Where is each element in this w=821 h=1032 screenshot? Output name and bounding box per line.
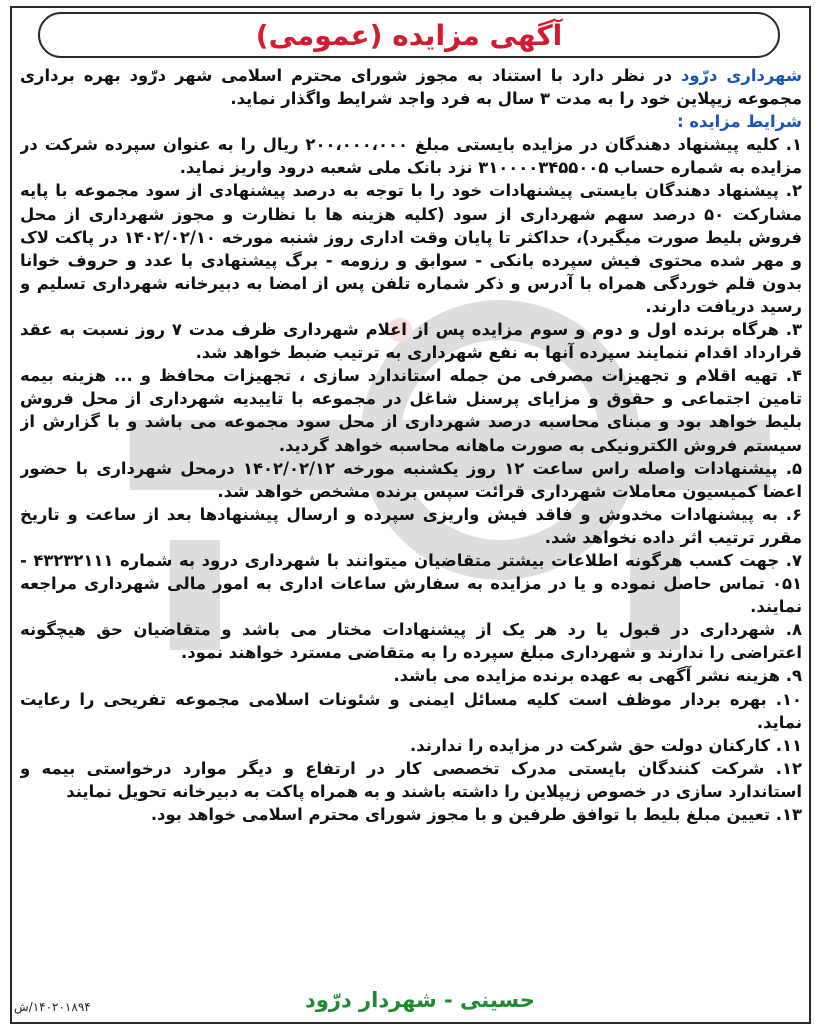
condition-item: ۱۱. کارکنان دولت حق شرکت در مزایده را ندارند. [410, 735, 802, 755]
condition-item: ۸. شهرداری در قبول یا رد هر یک از پیشنهادات مختار می باشد و متقاضیان حق هیچگونه اعتراضی را ندارند و شهرداری مبلغ سپرده را به متقاضی مسترد خواهند نمود. [20, 620, 802, 663]
condition-item: ۵. پیشنهادات واصله راس ساعت ۱۲ روز یکشنبه مورخه ۱۴۰۲/۰۲/۱۲ درمحل شهرداری با حضور اعضا کمیسیون معاملات شهرداری قرائت سپس برنده مشخص خواهد شد. [20, 458, 802, 501]
reference-number: ۱۴۰۲۰۱۸۹۴/ش [14, 1000, 91, 1014]
condition-item: ۲. پیشنهاد دهندگان بایستی پیشنهادات خود را با توجه به درصد پیشنهادی از سود مجموعه با پایه مشارکت ۵۰ درصد سهم شهرداری از سود (کلیه هزینه ها با نظارت و مجوز شهرداری از محل فروش بلیط صورت میگیرد)، حداکثر تا پایان وقت اداری روز شنبه مورخه ۱۴۰۲/۰۲/۱۰ در پاکت لاک و مهر شده محتوی فیش سپرده بانکی - سوابق و رزومه - برگ پیشنهادی با عدد و حروف خوانا بدون قلم خوردگی همراه با آدرس و ذکر شماره تلفن پس از امضا به دبیرخانه شهرداری تسلیم و رسید دریافت دارند. [20, 181, 802, 316]
conditions-heading: شرایط مزایده : [677, 112, 802, 132]
condition-item: ۴. تهیه اقلام و تجهیزات مصرفی من جمله استاندارد سازی ، تجهیزات محافظ و ... هزینه بیمه تامین اجتماعی و حقوق و مزایای پرسنل شاغل در مجموعه با تاییدیه شهرداری از محل فروش بلیط خواهد بود و مبنای محاسبه درصد شهرداری از محل سود مجموعه می باشد و با گزارش از سیستم فروش الکترونیکی به صورت ماهانه محاسبه خواهد گردید. [20, 366, 802, 455]
condition-item: ۱۳. تعیین مبلغ بلیط با توافق طرفین و با مجوز شورای محترم اسلامی خواهد بود. [150, 805, 802, 824]
condition-item: ۶. به پیشنهادات مخدوش و فاقد فیش واریزی سپرده و ارسال پیشنهادها بعد از ساعت و تاریخ مقرر ترتیب اثر داده نخواهد شد. [20, 504, 802, 547]
intro-paragraph [20, 64, 802, 110]
condition-item: ۱۰. بهره بردار موظف است کلیه مسائل ایمنی و شئونات اسلامی مجموعه تفریحی را رعایت نماید. [20, 689, 802, 732]
condition-item: ۷. جهت کسب هرگونه اطلاعات بیشتر متقاضیان میتوانند با شهرداری درود به شماره ۴۳۲۳۲۱۱۱ - ۰۵۱ تماس حاصل نموده و یا در مزایده به سفارش ساعات اداری به امور مالی شهرداری مراجعه نمایند. [20, 550, 802, 617]
title-box [38, 12, 780, 58]
notice-body [20, 64, 802, 986]
condition-item: ۱. کلیه پیشنهاد دهندگان در مزایده بایستی مبلغ ۲۰۰،۰۰۰،۰۰۰ ریال را به عنوان سپرده شرکت در مزایده به شماره حساب ۳۱۰۰۰۰۳۴۵۵۰۰۵ نزد بانک ملی شعبه درود واریز نماید. [20, 135, 802, 178]
intro-lead: شهرداری درّود [680, 66, 802, 85]
condition-item: ۱۲. شرکت کنندگان بایستی مدرک تخصصی کار در ارتفاع و دیگر موارد درخواستی بیمه و استاندارد سازی در خصوص زیپلاین را داشته باشند و به همراه پاکت به دبیرخانه تحویل نمایند [20, 758, 802, 801]
intro-text: در نظر دارد با استناد به مجوز شورای محترم اسلامی شهر درّود بهره برداری مجموعه زیپلاین خود را به مدت ۳ سال به فرد واجد شرایط واگذار نماید. [20, 66, 802, 109]
condition-item: ۳. هرگاه برنده اول و دوم و سوم مزایده پس از اعلام شهرداری ظرف مدت ۷ روز نسبت به عقد قرارداد اقدام ننمایند سپرده آنها به نفع شهرداری به ترتیب ضبط خواهد شد. [20, 320, 802, 363]
signature: حسینی - شهردار درّود [305, 988, 535, 1012]
page-title: آگهی مزایده (عمومی) [255, 18, 563, 52]
condition-item: ۹. هزینه نشر آگهی به عهده برنده مزایده می باشد. [393, 666, 802, 686]
